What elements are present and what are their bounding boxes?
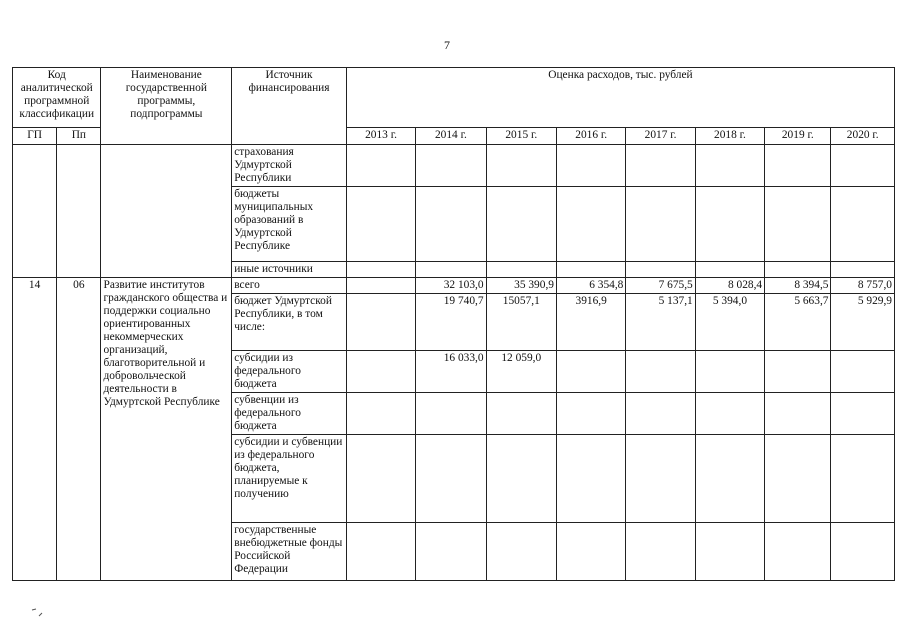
- source-cell: бюджет Удмуртской Республики, в том числе:: [232, 294, 347, 351]
- value-cell: 19 740,7: [416, 294, 486, 351]
- code-group-header: Код аналитической программной классификации: [13, 68, 101, 128]
- value-cell: 5 929,9: [831, 294, 895, 351]
- value-cell: [557, 351, 626, 393]
- source-cell: бюджеты муниципальных образований в Удмуртской Республике: [232, 187, 347, 262]
- value-cell: 8 394,5: [765, 278, 831, 294]
- value-cell: [765, 351, 831, 393]
- value-cell: 5 137,1: [626, 294, 695, 351]
- value-cell: [346, 294, 415, 351]
- value-cell: 5 394,0: [695, 294, 764, 351]
- source-cell: государственные внебюджетные фонды Российской Федерации: [232, 523, 347, 581]
- value-cell: 3916,9: [557, 294, 626, 351]
- year-header: 2018 г.: [695, 128, 764, 145]
- year-header: 2015 г.: [486, 128, 556, 145]
- value-cell: 8 028,4: [695, 278, 764, 294]
- value-cell: [626, 351, 695, 393]
- value-cell: [346, 278, 415, 294]
- year-header: 2014 г.: [416, 128, 486, 145]
- source-cell: субвенции из федерального бюджета: [232, 393, 347, 435]
- expenditure-table: [12, 67, 895, 581]
- scan-artifact-mark: [30, 604, 48, 618]
- value-cell: [831, 351, 895, 393]
- empty-name-cell: [101, 145, 232, 278]
- year-header: 2016 г.: [557, 128, 626, 145]
- year-header: 2017 г.: [626, 128, 695, 145]
- source-cell: иные источники: [232, 262, 347, 278]
- page-number: 7: [444, 38, 450, 52]
- value-cell: 16 033,0: [416, 351, 486, 393]
- value-cell: [346, 351, 415, 393]
- year-header: 2020 г.: [831, 128, 895, 145]
- source-cell: страхования Удмуртской Республики: [232, 145, 347, 187]
- program-name: Развитие институтов гражданского общества и поддержки социально ориентированных некоммерческих организаций, благотворительной и добровольческой деятельности в Удмуртской Республике: [101, 278, 232, 581]
- source-header: Источник финансирования: [232, 68, 347, 145]
- estimate-header: Оценка расходов, тыс. рублей: [346, 68, 894, 128]
- pp-code: 06: [57, 278, 101, 581]
- empty-gp-cell: [13, 145, 57, 278]
- value-cell: [695, 351, 764, 393]
- pp-header: Пп: [57, 128, 101, 145]
- value-cell: 7 675,5: [626, 278, 695, 294]
- source-cell: субсидии из федерального бюджета: [232, 351, 347, 393]
- value-cell: 12 059,0: [486, 351, 556, 393]
- gp-code: 14: [13, 278, 57, 581]
- value-cell: 5 663,7: [765, 294, 831, 351]
- value-cell: 6 354,8: [557, 278, 626, 294]
- value-cell: 15057,1: [486, 294, 556, 351]
- year-header: 2013 г.: [346, 128, 415, 145]
- empty-pp-cell: [57, 145, 101, 278]
- name-header: Наименование государственной программы, подпрограммы: [101, 68, 232, 145]
- year-header: 2019 г.: [765, 128, 831, 145]
- value-cell: 8 757,0: [831, 278, 895, 294]
- source-cell: всего: [232, 278, 347, 294]
- source-cell: субсидии и субвенции из федерального бюджета, планируемые к получению: [232, 435, 347, 523]
- value-cell: 32 103,0: [416, 278, 486, 294]
- value-cell: 35 390,9: [486, 278, 556, 294]
- gp-header: ГП: [13, 128, 57, 145]
